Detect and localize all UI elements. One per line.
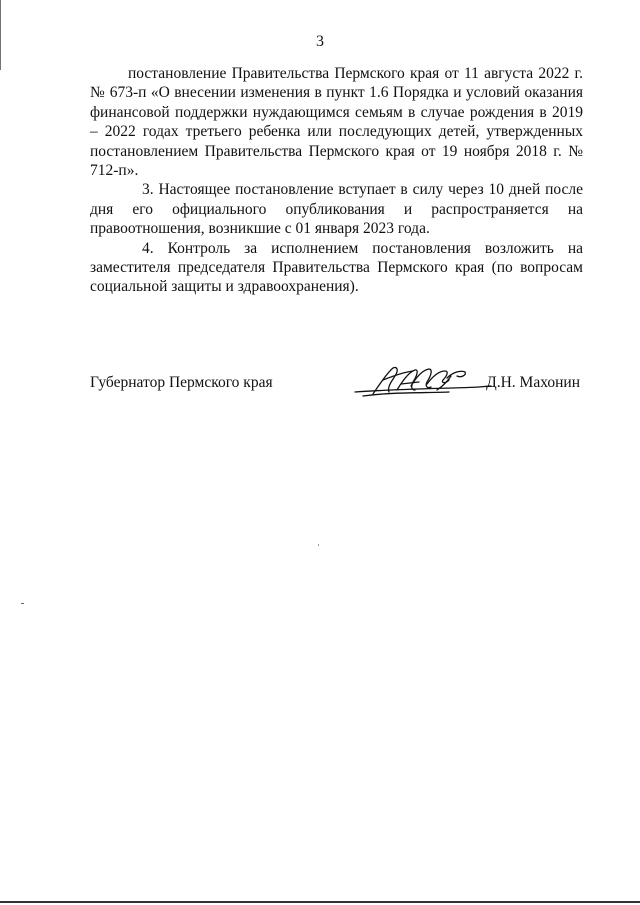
paragraph-control: 4. Контроль за исполнением постановления возложить на заместителя председателя Правительства Пермского края (по вопросам социальной защиты и здравоохранения). (90, 239, 583, 296)
handwritten-signature (353, 362, 493, 402)
scan-speck (318, 544, 319, 546)
document-body (90, 64, 583, 297)
page-number: 3 (316, 33, 324, 50)
signature-block (90, 371, 583, 411)
paragraph-continuation: постановление Правительства Пермского края от 11 августа 2022 г. № 673-п «О внесении изменения в пункт 1.6 Порядка и условий оказания финансовой поддержки нуждающимся семьям в случае рождения в 2019 – 2022 годах третьего ребенка или последующих детей, утвержденных постановлением Правительства Пермского края от 19 ноября 2018 г. № 712-п». (90, 65, 583, 180)
signer-position: Губернатор Пермского края (90, 374, 273, 391)
signer-name: Д.Н. Махонин (486, 374, 580, 391)
scan-speck (21, 603, 24, 604)
paragraph-effective-date: 3. Настоящее постановление вступает в силу через 10 дней после дня его официального опубликования и распространяется на правоотношения, возникшие с 01 января 2023 года. (90, 181, 583, 238)
scan-bottom-edge (0, 901, 640, 903)
